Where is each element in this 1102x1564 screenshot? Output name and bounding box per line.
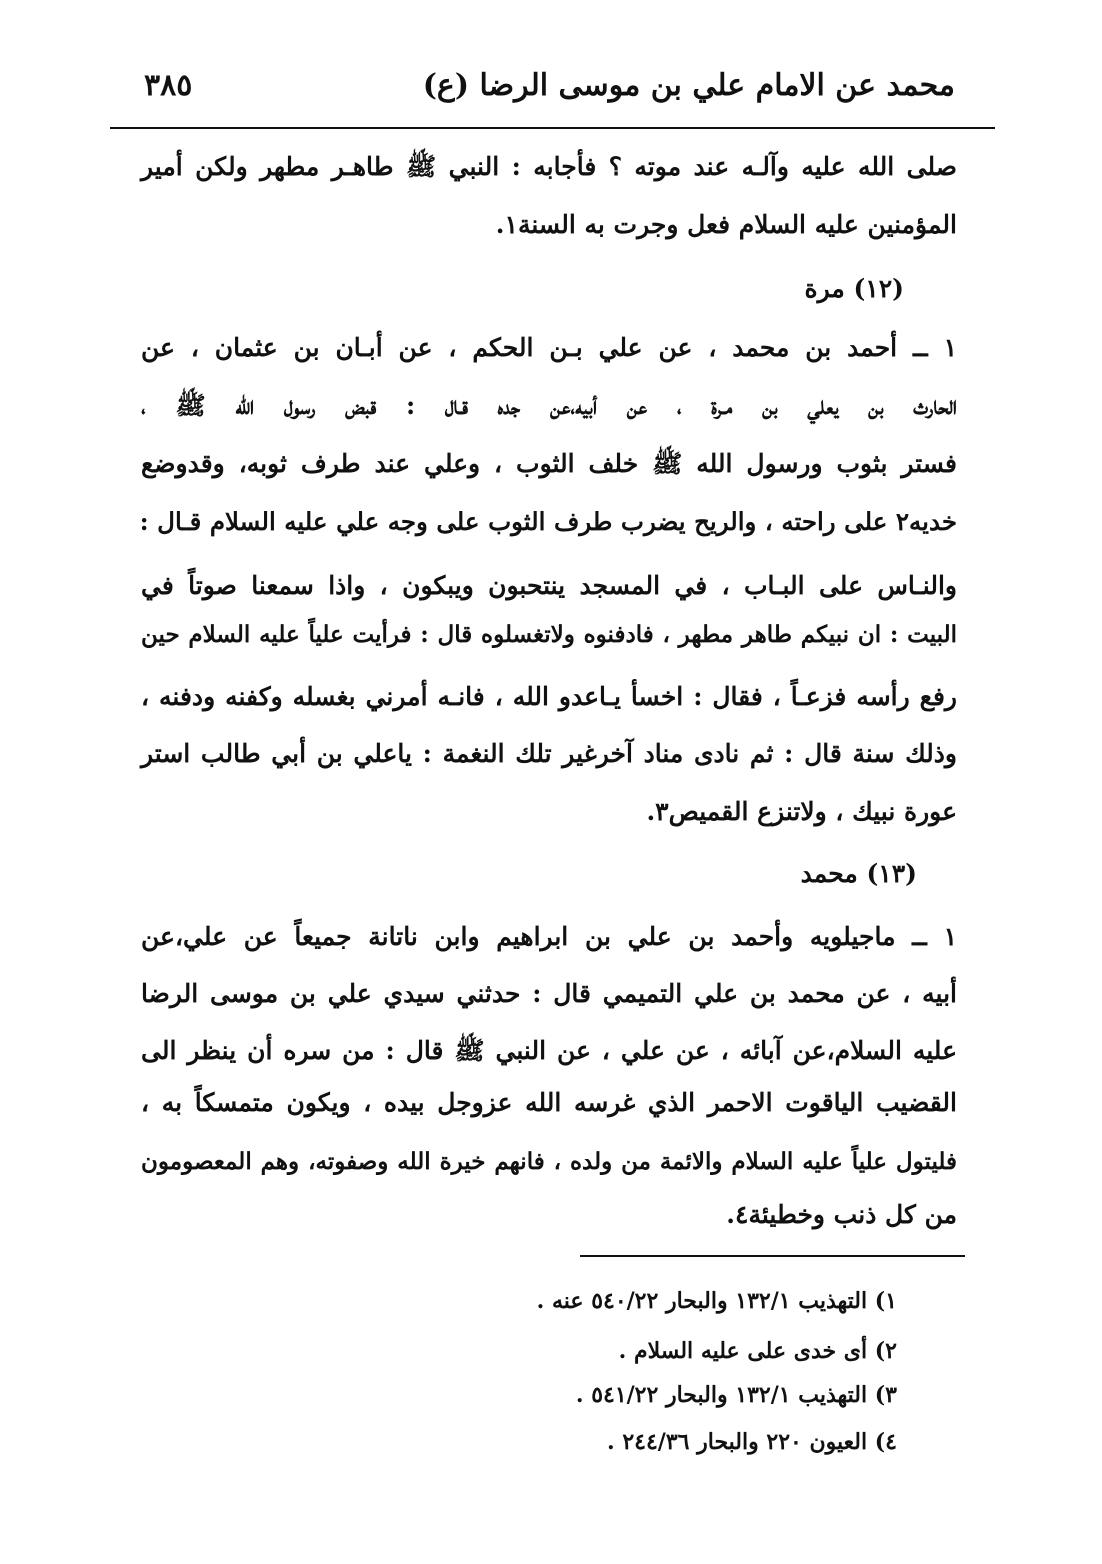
text-line: والنـاس على البـاب ، في المسجد ينتحبون ويبكون ، واذا سمعنا صوتاً في <box>141 571 957 600</box>
footnote: ٤) العيون ٢٢٠ والبحار ٢٤٤/٣٦ . <box>607 1429 897 1455</box>
text-line: ١ ــ أحمد بن محمد ، عن علي بـن الحكم ، عن أبـان بن عثمان ، عن <box>141 333 957 362</box>
section-heading: (١٢) مرة <box>804 274 904 303</box>
text-line: عليه السلام،عن آبائه ، عن علي ، عن النبي ﷺ قال : من سره أن ينظر الى <box>141 1036 957 1065</box>
footnote: ١) التهذيب ١٣٢/١ والبحار ٥٤٠/٢٢ عنه . <box>536 1288 897 1314</box>
text-line: المؤمنين عليه السلام فعل وجرت به السنة١. <box>495 210 957 239</box>
text-line: صلى الله عليه وآلـه عند موته ؟ فأجابه : النبي ﷺ طاهـر مطهر ولكن أمير <box>141 152 957 181</box>
text-line: القضيب الياقوت الاحمر الذي غرسه الله عزوجل بيده ، ويكون متمسكاً به ، <box>141 1088 957 1117</box>
text-line: من كل ذنب وخطيئة٤. <box>726 1200 957 1229</box>
page-header <box>110 68 955 120</box>
footnote: ٢) أى خدى على عليه السلام . <box>618 1338 897 1364</box>
text-line: وذلك سنة قال : ثم نادى مناد آخرغير تلك النغمة : ياعلي بن أبي طالب استر <box>141 739 957 768</box>
text-line: خديه٢ على راحته ، والريح يضرب طرف الثوب على وجه علي عليه السلام قـال : <box>139 507 957 536</box>
text-line: رفع رأسه فزعـاً ، فقال : اخسأ يـاعدو الله ، فانـه أمرني بغسله وكفنه ودفنه ، <box>141 682 957 711</box>
page-number: ٣٨٥ <box>144 68 193 103</box>
text-line: عورة نبيك ، ولاتنزع القميص٣. <box>646 797 957 826</box>
text-line: الحارث بن يعلي بن مـرة ، عن أبيه،عن جده قـال : قبض رسول الله ﷺ ، <box>141 391 957 420</box>
section-heading: (١٣) محمد <box>800 859 917 888</box>
header-rule <box>110 127 995 129</box>
text-line: أبيه ، عن محمد بن علي التميمي قال : حدثني سيدي علي بن موسى الرضا <box>141 979 957 1008</box>
running-title: محمد عن الامام علي بن موسى الرضا (ع) <box>422 68 955 103</box>
text-line: فستر بثوب ورسول الله ﷺ خلف الثوب ، وعلي عند طرف ثوبه، وقدوضع <box>141 449 957 478</box>
footnote: ٣) التهذيب ١٣٢/١ والبحار ٥٤١/٢٢ . <box>575 1382 897 1408</box>
text-line: فليتول علياً عليه السلام والائمة من ولده ، فانهم خيرة الله وصفوته، وهم المعصومون <box>141 1148 957 1175</box>
footnote-rule <box>580 1255 965 1257</box>
text-line: البيت : ان نبيكم طاهر مطهر ، فادفنوه ولاتغسلوه قال : فرأيت علياً عليه السلام حين <box>141 621 957 648</box>
text-line: ١ ــ ماجيلويه وأحمد بن علي بن ابراهيم وابن ناتانة جميعاً عن علي،عن <box>141 922 957 951</box>
